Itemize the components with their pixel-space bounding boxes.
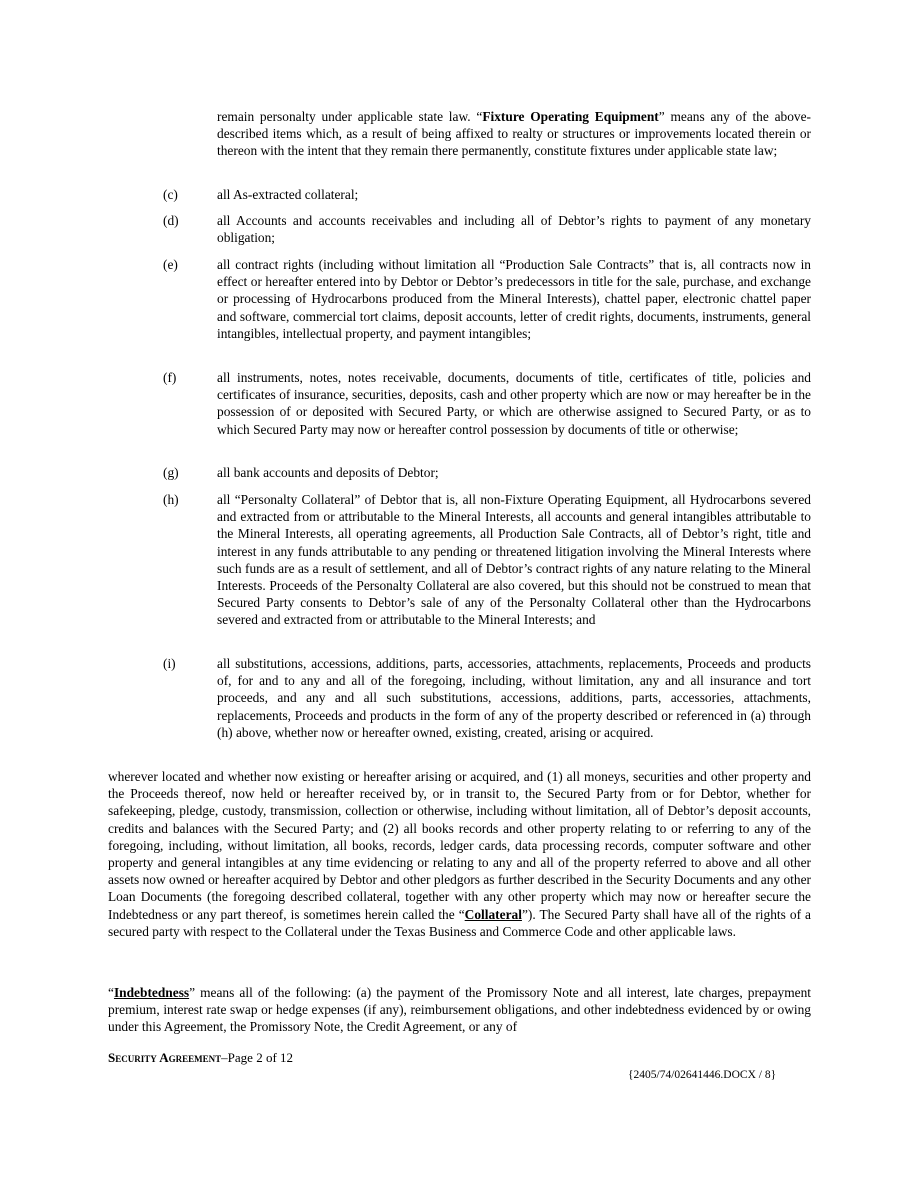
list-item-label: (h)	[163, 492, 179, 507]
list-item-label: (d)	[163, 213, 179, 228]
intro-text-before: remain personalty under applicable state law. “	[217, 109, 483, 124]
footer-page-number: –Page 2 of 12	[221, 1050, 294, 1065]
list-item-label: (i)	[163, 656, 176, 671]
indebtedness-paragraph	[108, 984, 811, 1036]
defined-term-collateral: Collateral	[464, 906, 522, 922]
page-footer	[108, 1050, 293, 1066]
list-item-label: (g)	[163, 465, 179, 480]
list-item-text: all substitutions, accessions, additions, parts, accessories, attachments, replacements, Proceeds and products of, for and to any and all of the foregoing, including, without limitation, any and all insurance and tort proceeds, and any and all such substitutions, accessions, additions, parts, accessories, attachments, replacements, Proceeds and products in the form of any of the property described or referenced in (a) through (h) above, whether now or hereafter owned, existing, created, arising or acquired.	[217, 656, 811, 740]
indebtedness-open-quote: “	[108, 985, 114, 1000]
list-item-text: all Accounts and accounts receivables and including all of Debtor’s rights to payment of any monetary obligation;	[217, 213, 811, 246]
list-item-label: (f)	[163, 370, 177, 385]
wherever-located-paragraph	[108, 768, 811, 940]
defined-term-fixture-operating-equipment: Fixture Operating Equipment	[482, 109, 659, 124]
list-item-label: (e)	[163, 257, 178, 272]
list-item-text: all instruments, notes, notes receivable, documents, documents of title, certificates of title, policies and certificates of insurance, securities, deposits, cash and other property which are now or may hereafter be in the possession of or deposited with Secured Party, or which are otherwise assigned to Secured Party, or as to which Secured Party may now or hereafter control possession by documents of title or otherwise;	[217, 370, 811, 437]
wherever-text-after: ”). The Secured Party shall have all of the rights of a secured party with respect to the Collateral under the Texas Business and Commerce Code and other applicable laws.	[108, 906, 812, 939]
fixture-operating-equipment-paragraph	[217, 108, 811, 160]
intro-text-after: ” means any of the above-described items which, as a result of being affixed to realty or structures or improvements located therein or thereon with the intent that they remain there permanently, constitute fixtures under applicable state law;	[217, 109, 811, 159]
list-item-text: all bank accounts and deposits of Debtor;	[217, 465, 439, 480]
list-item-text: all As-extracted collateral;	[217, 187, 359, 202]
list-item-text: all contract rights (including without limitation all “Production Sale Contracts” that is, all contracts now in effect or hereafter entered into by Debtor or Debtor’s predecessors in title for the sale, purchase, and exchange or processing of Hydrocarbons produced from the Mineral Interests), chattel paper, electronic chattel paper and software, commercial tort claims, deposit accounts, letter of credit rights, documents, instruments, general intangibles, intellectual property, and payment intangibles;	[217, 257, 811, 341]
list-item-label: (c)	[163, 187, 178, 202]
footer-document-title: Security Agreement	[108, 1050, 222, 1065]
footer-document-id: {2405/74/02641446.DOCX / 8}	[628, 1069, 777, 1081]
list-item-text: all “Personalty Collateral” of Debtor that is, all non-Fixture Operating Equipment, all Hydrocarbons severed and extracted from or attributable to the Mineral Interests, all accounts and general intangibles attributable to the Mineral Interests, all operating agreements, all Production Sale Contracts, all of Debtor’s right, title and interest in any funds attributable to any pending or threatened litigation involving the Mineral Interests where such funds are as a result of settlement, and all of Debtor’s contract rights of any nature relating to the Mineral Interests. Proceeds of the Personalty Collateral are also covered, but this should not be construed to mean that Secured Party consents to Debtor’s sale of any of the Personalty Collateral other than the Hydrocarbons severed and extracted from or attributable to the Mineral Interests; and	[217, 492, 811, 628]
wherever-text-before: wherever located and whether now existing or hereafter arising or acquired, and (1) all moneys, securities and other property and the Proceeds thereof, now held or hereafter received by, or in transit to, the Secured Party from or for Debtor, whether for safekeeping, pledge, custody, transmission, collection or otherwise, including without limitation, all of Debtor’s deposit accounts, credits and balances with the Secured Party; and (2) all books records and other property relating to or referring to any of the foregoing, including, without limitation, all books, records, ledger cards, data processing records, computer software and other property and general intangibles at any time evidencing or relating to any and all of the property referred to above and all other assets now owned or hereafter acquired by Debtor and other pledgors as further described in the Security Documents and any other Loan Documents (the foregoing described collateral, together with any other property which may now or hereafter secure the Indebtedness or any part thereof, is sometimes herein called the “	[108, 769, 811, 922]
defined-term-indebtedness: Indebtedness	[113, 985, 190, 1000]
indebtedness-text: ” means all of the following: (a) the payment of the Promissory Note and all interest, late charges, prepayment premium, interest rate swap or hedge expenses (if any), reimbursement obligations, and other indebtedness evidenced by or owing under this Agreement, the Promissory Note, the Credit Agreement, or any of	[108, 985, 811, 1035]
